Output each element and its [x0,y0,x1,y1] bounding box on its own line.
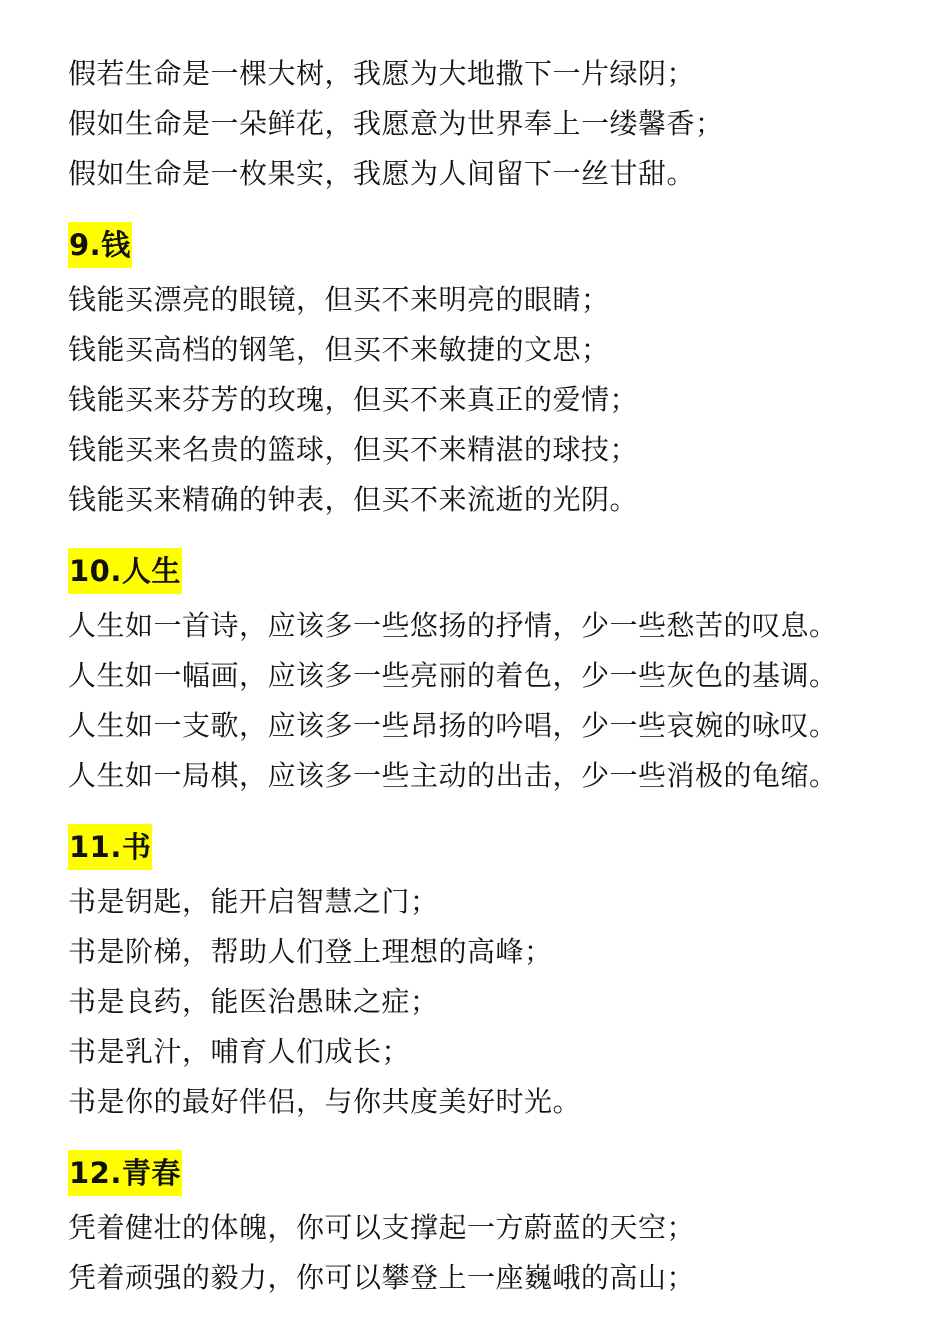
section-line: 钱能买来名贵的篮球，但买不来精湛的球技； [68,433,639,466]
section-line: 人生如一局棋，应该多一些主动的出击，少一些消极的龟缩。 [68,759,838,792]
section-line: 书是乳汁，哺育人们成长； [68,1035,411,1068]
section-line: 书是钥匙，能开启智慧之门； [68,885,439,918]
intro-line: 假如生命是一朵鲜花，我愿意为世界奉上一缕馨香； [68,107,724,140]
section-heading: 10.人生 [68,548,182,594]
section-line: 人生如一幅画，应该多一些亮丽的着色，少一些灰色的基调。 [68,659,838,692]
section-line: 书是你的最好伴侣，与你共度美好时光。 [68,1085,582,1118]
section-line: 凭着健壮的体魄，你可以支撑起一方蔚蓝的天空； [68,1211,696,1244]
section-heading: 12.青春 [68,1150,182,1196]
section-line: 人生如一支歌，应该多一些昂扬的吟唱，少一些哀婉的咏叹。 [68,709,838,742]
section-line: 书是良药，能医治愚昧之症； [68,985,439,1018]
intro-line: 假若生命是一棵大树，我愿为大地撒下一片绿阴； [68,57,696,90]
intro-line: 假如生命是一枚果实，我愿为人间留下一丝甘甜。 [68,157,696,190]
section-line: 凭着顽强的毅力，你可以攀登上一座巍峨的高山； [68,1261,696,1294]
section-life [68,543,928,801]
section-line: 钱能买来精确的钟表，但买不来流逝的光阴。 [68,483,639,516]
section-heading: 9.钱 [68,222,132,268]
document-page [68,49,928,1303]
section-line: 钱能买高档的钢笔，但买不来敏捷的文思； [68,333,610,366]
section-book [68,819,928,1127]
section-line: 钱能买来芬芳的玫瑰，但买不来真正的爱情； [68,383,639,416]
section-youth [68,1145,928,1303]
section-line: 钱能买漂亮的眼镜，但买不来明亮的眼睛； [68,283,610,316]
section-line: 书是阶梯，帮助人们登上理想的高峰； [68,935,553,968]
section-line: 人生如一首诗，应该多一些悠扬的抒情，少一些愁苦的叹息。 [68,609,838,642]
section-money [68,217,928,525]
section-heading: 11.书 [68,824,152,870]
intro-section [68,49,928,199]
